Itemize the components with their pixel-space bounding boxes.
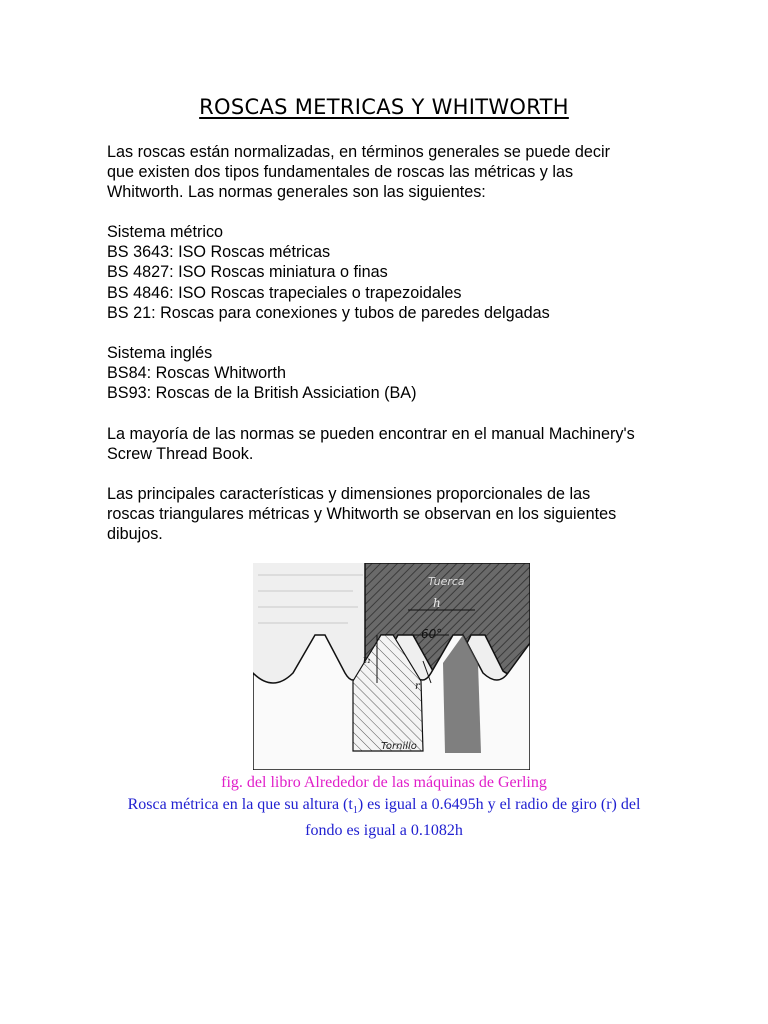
standard-item: BS 4827: ISO Roscas miniatura o finas xyxy=(107,263,388,282)
intro-line: Whitworth. Las normas generales son las siguientes: xyxy=(107,183,486,202)
drawings-paragraph xyxy=(107,484,677,545)
standard-item: BS 4846: ISO Roscas trapeciales o trapezoidales xyxy=(107,283,462,302)
standard-item: BS93: Roscas de la British Assiciation (BA) xyxy=(107,384,417,403)
figure-source-caption: fig. del libro Alrededor de las máquinas de Gerling xyxy=(221,774,547,791)
angle-label: 60° xyxy=(421,627,443,641)
nut-label: Tuerca xyxy=(428,575,465,588)
caption-text: ) es igual a 0.6495h y el radio de giro (r) del xyxy=(357,796,641,813)
page-title: ROSCAS METRICAS Y WHITWORTH xyxy=(199,95,569,119)
thread-drawing xyxy=(253,563,530,770)
intro-line: que existen dos tipos fundamentales de roscas las métricas y las xyxy=(107,163,574,182)
drawings-line: roscas triangulares métricas y Whitworth se observan en los siguientes xyxy=(107,505,617,524)
radius-label: r xyxy=(415,681,420,692)
english-heading: Sistema inglés xyxy=(107,344,213,362)
caption-text: Rosca métrica en la que su altura (t xyxy=(127,796,353,813)
caption-text: fondo es igual a 0.1082h xyxy=(305,822,463,840)
drawings-line: Las principales características y dimensiones proporcionales de las xyxy=(107,485,591,503)
manual-line: La mayoría de las normas se pueden encontrar en el manual Machinery's xyxy=(107,425,635,443)
english-standards xyxy=(107,343,677,404)
standard-item: BS84: Roscas Whitworth xyxy=(107,364,287,383)
manual-line: Screw Thread Book. xyxy=(107,445,254,464)
metric-standards xyxy=(107,222,677,323)
standard-item: BS 3643: ISO Roscas métricas xyxy=(107,243,331,262)
height-label: t₁ xyxy=(363,655,372,666)
standard-item: BS 21: Roscas para conexiones y tubos de paredes delgadas xyxy=(107,303,550,322)
caption-subscript: 1 xyxy=(352,805,358,817)
metric-heading: Sistema métrico xyxy=(107,223,224,241)
pitch-label: h xyxy=(433,596,441,610)
screw-label: Tornillo xyxy=(381,741,417,752)
drawings-line: dibujos. xyxy=(107,525,163,544)
manual-paragraph xyxy=(107,424,677,464)
figure-description-caption xyxy=(100,795,668,841)
intro-paragraph xyxy=(107,142,677,203)
intro-line: Las roscas están normalizadas, en términos generales se puede decir xyxy=(107,143,610,161)
thread-figure xyxy=(253,563,530,770)
